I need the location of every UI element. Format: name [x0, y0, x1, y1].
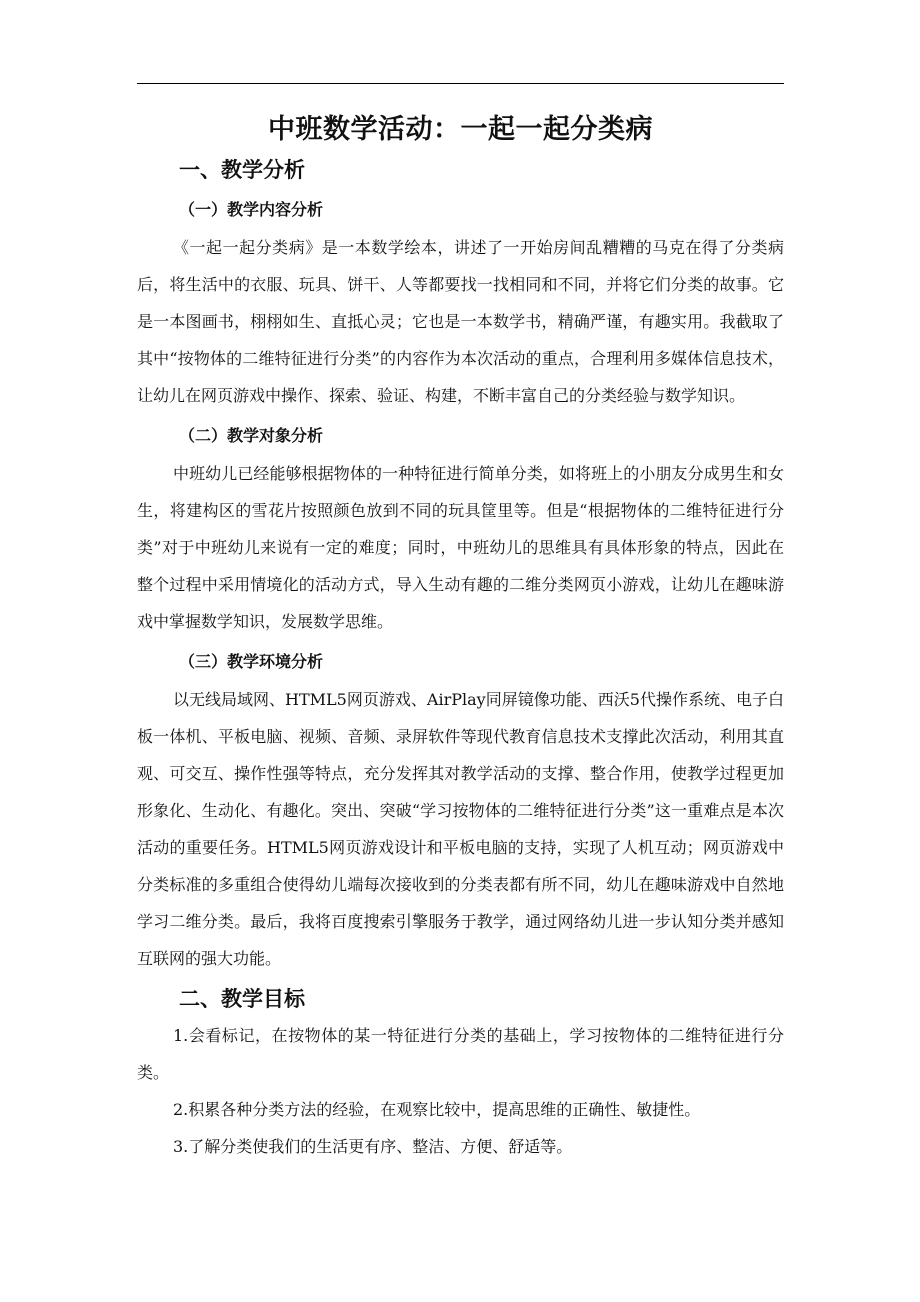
objective-item-3: 3.了解分类使我们的生活更有序、整洁、方便、舒适等。: [173, 1137, 573, 1156]
objective-item-2: 2.积累各种分类方法的经验，在观察比较中，提高思维的正确性、敏捷性。: [173, 1100, 701, 1119]
header-rule: [137, 83, 784, 84]
section-heading-analysis: 一、教学分析: [179, 157, 305, 182]
paragraph-audience-analysis: 中班幼儿已经能够根据物体的一种特征进行简单分类，如将班上的小朋友分成男生和女生，将建构区的雪花片按照颜色放到不同的玩具筐里等。但是“根据物体的二维特征进行分类”对于中班幼儿来说有一定的难度；同时，中班幼儿的思维具有具体形象的特点，因此在整个过程中采用情境化的活动方式，导入生动有趣的二维分类网页小游戏，让幼儿在趣味游戏中掌握数学知识，发展数学思维。: [137, 464, 784, 631]
document-body: [137, 108, 784, 1165]
section-heading-objectives: 二、教学目标: [179, 986, 305, 1011]
subsection-heading-content: （一）教学内容分析: [179, 200, 324, 219]
subsection-heading-audience: （二）教学对象分析: [179, 426, 324, 445]
paragraph-environment-analysis: 以无线局域网、HTML5网页游戏、AirPlay同屏镜像功能、西沃5代操作系统、电子白板一体机、平板电脑、视频、音频、录屏软件等现代教育信息技术支撑此次活动，利用其直观、可交互、操作性强等特点，充分发挥其对教学活动的支撑、整合作用，使教学过程更加形象化、生动化、有趣化。突出、突破“学习按物体的二维特征进行分类”这一重难点是本次活动的重要任务。HTML5网页游戏设计和平板电脑的支持，实现了人机互动；网页游戏中分类标准的多重组合使得幼儿端每次接收到的分类表都有所不同，幼儿在趣味游戏中自然地学习二维分类。最后，我将百度搜索引擎服务于教学，通过网络幼儿进一步认知分类并感知互联网的强大功能。: [137, 690, 784, 968]
paragraph-content-analysis: 《一起一起分类病》是一本数学绘本，讲述了一开始房间乱糟糟的马克在得了分类病后，将生活中的衣服、玩具、饼干、人等都要找一找相同和不同，并将它们分类的故事。它是一本图画书，栩栩如生、直抵心灵；它也是一本数学书，精确严谨，有趣实用。我截取了其中“按物体的二维特征进行分类”的内容作为本次活动的重点，合理利用多媒体信息技术，让幼儿在网页游戏中操作、探索、验证、构建，不断丰富自己的分类经验与数学知识。: [137, 238, 784, 405]
document-title: 中班数学活动：一起一起分类病: [268, 114, 653, 145]
subsection-heading-environment: （三）教学环境分析: [179, 652, 324, 671]
objective-item-1: 1.会看标记，在按物体的某一特征进行分类的基础上，学习按物体的二维特征进行分类。: [137, 1026, 784, 1082]
